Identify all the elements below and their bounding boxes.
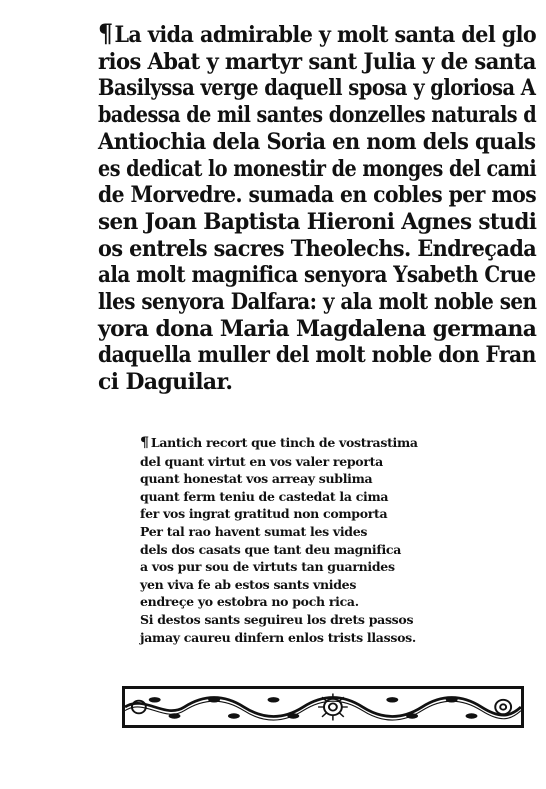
title-line: lles senyora Dalfara: y ala molt noble sen xyxy=(98,289,537,316)
title-line: os entrels sacres Theolechs. Endreçada xyxy=(98,235,537,262)
verse-line: yen viva fe ab estos sants vnides xyxy=(140,576,357,592)
verse-line: Si destos sants seguireu los drets passos xyxy=(140,611,414,627)
title-line: ala molt magnifica senyora Ysabeth Crue xyxy=(98,262,536,289)
floral-vine-icon xyxy=(125,689,521,725)
title-line: Basilyssa verge daquell sposa y gloriosa A xyxy=(98,75,536,102)
verse-line: fer vos ingrat gratitud non comporta xyxy=(140,506,388,522)
verse-line-text: Lantich recort que tinch de vostrastima xyxy=(150,435,418,450)
verse-line: a vos pur sou de virtuts tan guarnides xyxy=(140,559,395,575)
title-line-text: La vida admirable y molt santa del glo xyxy=(114,22,537,48)
title-line: es dedicat lo monestir de monges del cami xyxy=(98,155,537,182)
verse-block xyxy=(140,434,440,646)
floral-border-ornament xyxy=(122,686,524,728)
title-line: sen Joan Baptista Hieroni Agnes studi xyxy=(98,208,537,235)
title-line: badessa de mil santes donzelles naturals d xyxy=(98,102,537,129)
verse-line xyxy=(140,434,440,453)
pilcrow-mark: ¶ xyxy=(140,435,149,451)
title-line xyxy=(98,18,537,49)
verse-line: quant honestat vos arreay sublima xyxy=(140,471,373,487)
verse-line: jamay caureu dinfern enlos trists llassos. xyxy=(140,629,416,645)
title-line: Antiochia dela Soria en nom dels quals xyxy=(98,128,536,155)
title-line: daquella muller del molt noble don Fran xyxy=(98,342,536,369)
verse-line: quant ferm teniu de castedat la cima xyxy=(140,488,389,504)
verse-line: dels dos casats que tant deu magnifica xyxy=(140,541,402,557)
pilcrow-mark: ¶ xyxy=(98,18,113,48)
verse-line: endreçe yo estobra no poch rica. xyxy=(140,594,359,610)
title-line: de Morvedre. sumada en cobles per mos xyxy=(98,182,537,209)
title-line: ci Daguilar. xyxy=(98,369,233,396)
title-line: yora dona Maria Magdalena germana xyxy=(98,315,537,342)
title-block xyxy=(98,20,538,396)
verse-line: del quant virtut en vos valer reporta xyxy=(140,453,383,469)
title-line: rios Abat y martyr sant Julia y de santa xyxy=(98,48,536,75)
verse-line: Per tal rao havent sumat les vides xyxy=(140,523,368,539)
